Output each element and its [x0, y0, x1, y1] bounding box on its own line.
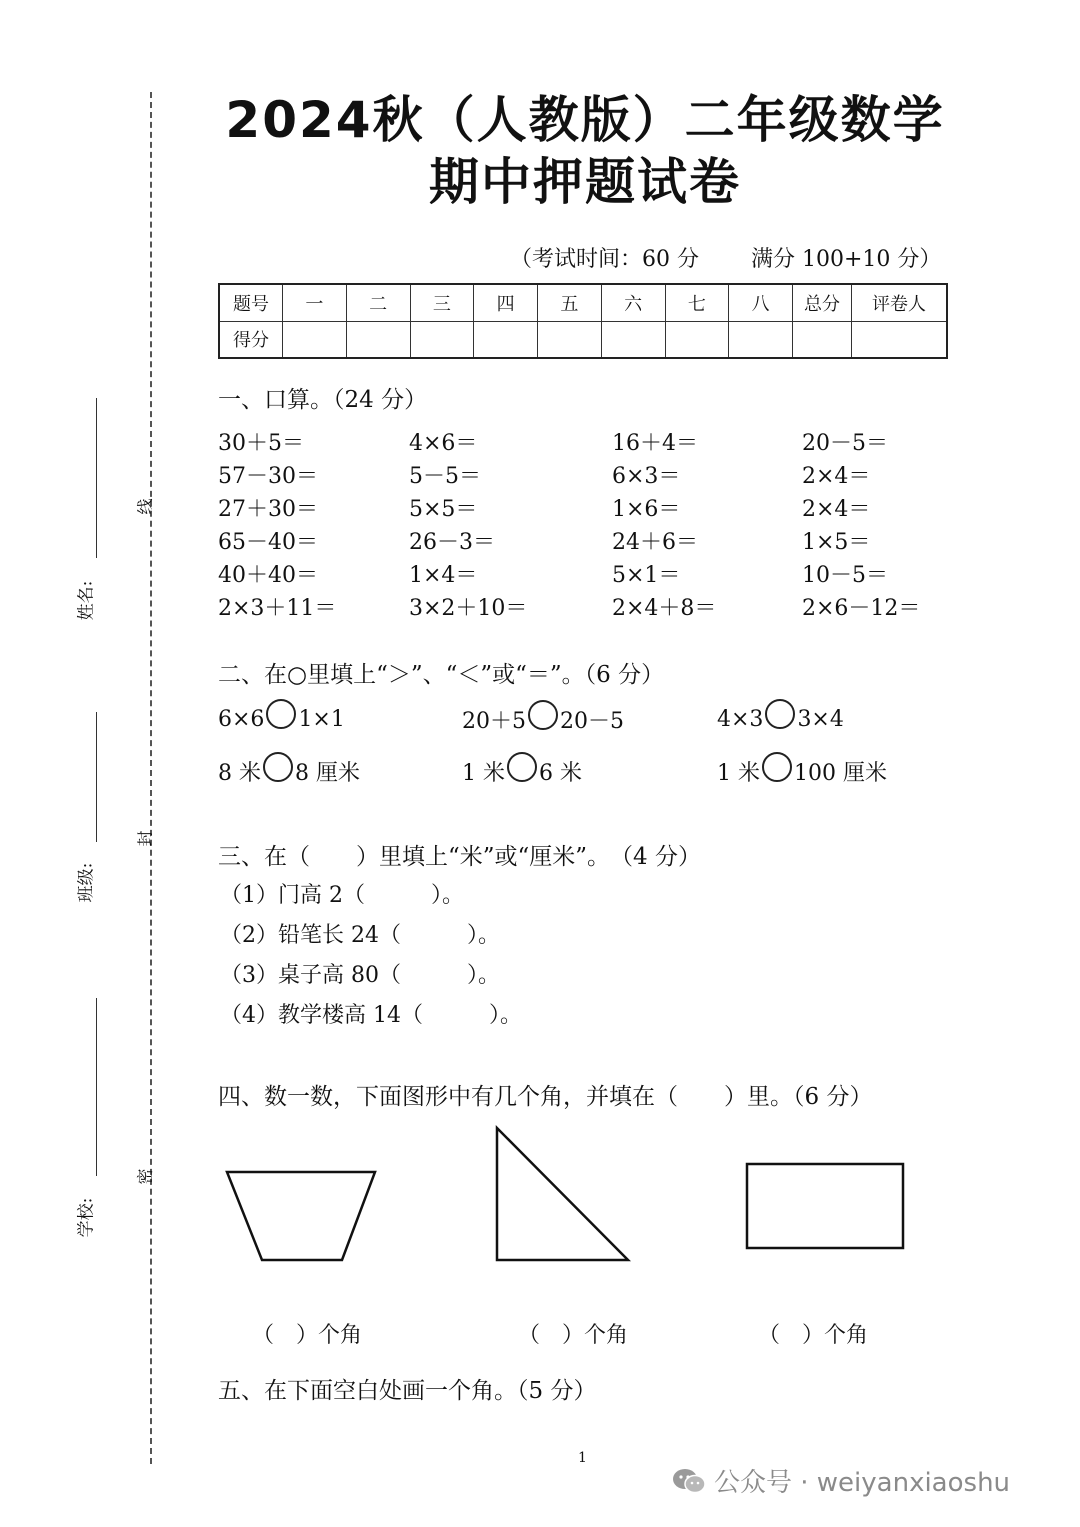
school-underline — [96, 998, 97, 1176]
name-label: 姓名: — [76, 580, 97, 621]
angle-count-label[interactable]: （ ）个角 — [518, 1323, 629, 1348]
wechat-icon — [672, 1467, 706, 1495]
calc-item[interactable]: 10－5＝ — [802, 563, 888, 588]
section4-heading: 四、数一数，下面图形中有几个角，并填在（ ）里。（6 分） — [218, 1084, 873, 1110]
compare-item — [218, 756, 360, 787]
calc-item[interactable]: 2×3＋11＝ — [218, 596, 337, 621]
compare-right: 20－5 — [560, 709, 624, 734]
compare-left: 4×3 — [717, 706, 764, 732]
answer-circle[interactable] — [528, 700, 558, 730]
exam-time: （考试时间：60 分 — [510, 247, 699, 272]
page-title-line1: 2024秋（人教版）二年级数学 — [225, 91, 945, 149]
calc-item[interactable]: 27＋30＝ — [218, 497, 318, 522]
score-table-score-row — [219, 321, 947, 358]
section1-heading: 一、口算。（24 分） — [218, 387, 428, 413]
score-input-cell[interactable] — [410, 321, 474, 358]
full-score: 满分 100+10 分） — [751, 247, 942, 272]
score-input-cell[interactable] — [793, 321, 852, 358]
rectangle-shape — [747, 1164, 903, 1248]
exam-meta — [510, 242, 941, 273]
calc-item[interactable]: 30＋5＝ — [218, 431, 304, 456]
page-number: 1 — [578, 1450, 587, 1466]
compare-item — [462, 756, 582, 787]
fill-blank-item[interactable]: （1）门高 2（ ）。 — [220, 883, 464, 908]
compare-item — [462, 704, 624, 735]
compare-left: 8 米 — [218, 761, 261, 786]
score-input-cell[interactable] — [283, 321, 347, 358]
table-cell: 五 — [538, 284, 602, 321]
fill-blank-item[interactable]: （3）桌子高 80（ ）。 — [220, 963, 500, 988]
calc-item[interactable]: 20－5＝ — [802, 431, 888, 456]
calc-item[interactable]: 40＋40＝ — [218, 563, 318, 588]
score-input-cell[interactable] — [665, 321, 729, 358]
compare-left: 6×6 — [218, 706, 265, 732]
calc-item[interactable]: 65－40＝ — [218, 530, 318, 555]
binding-dashed-line — [150, 92, 152, 1464]
compare-right: 1×1 — [298, 706, 345, 732]
score-input-cell[interactable] — [474, 321, 538, 358]
binding-char-line: 线 — [135, 498, 155, 515]
page-title-line2: 期中押题试卷 — [429, 153, 741, 211]
calc-item[interactable]: 2×4＋8＝ — [612, 596, 717, 621]
binding-char-secret: 密 — [135, 1168, 155, 1185]
compare-right: 3×4 — [797, 706, 844, 732]
class-underline — [96, 712, 97, 842]
compare-right: 8 厘米 — [295, 761, 360, 786]
angle-count-label[interactable]: （ ）个角 — [252, 1323, 363, 1348]
table-cell: 一 — [283, 284, 347, 321]
calc-item[interactable]: 4×6＝ — [409, 431, 478, 456]
calc-item[interactable]: 6×3＝ — [612, 464, 681, 489]
score-table — [218, 283, 948, 359]
name-underline — [96, 398, 97, 558]
table-cell: 总分 — [793, 284, 852, 321]
calc-item[interactable]: 1×5＝ — [802, 530, 871, 555]
fill-blank-item[interactable]: （4）教学楼高 14（ ）。 — [220, 1003, 522, 1028]
answer-circle[interactable] — [765, 699, 795, 729]
table-cell: 得分 — [219, 321, 283, 358]
watermark-text: 公众号 · weiyanxiaoshu — [714, 1468, 1011, 1498]
compare-item — [717, 756, 887, 787]
calc-item[interactable]: 5×1＝ — [612, 563, 681, 588]
answer-circle[interactable] — [263, 752, 293, 782]
calc-item[interactable]: 57－30＝ — [218, 464, 318, 489]
answer-circle[interactable] — [762, 752, 792, 782]
compare-left: 20＋5 — [462, 709, 526, 734]
compare-item — [218, 704, 345, 734]
compare-right: 6 米 — [539, 761, 582, 786]
score-input-cell[interactable] — [538, 321, 602, 358]
answer-circle[interactable] — [507, 752, 537, 782]
compare-right: 100 厘米 — [794, 761, 887, 786]
angle-count-label[interactable]: （ ）个角 — [758, 1323, 869, 1348]
table-cell: 评卷人 — [852, 284, 948, 321]
score-input-cell[interactable] — [346, 321, 410, 358]
class-label: 班级: — [76, 862, 97, 903]
calc-item[interactable]: 2×4＝ — [802, 497, 871, 522]
calc-item[interactable]: 1×4＝ — [409, 563, 478, 588]
table-cell: 三 — [410, 284, 474, 321]
binding-char-seal: 封 — [135, 830, 155, 847]
fill-blank-item[interactable]: （2）铅笔长 24（ ）。 — [220, 923, 500, 948]
calc-item[interactable]: 5－5＝ — [409, 464, 481, 489]
calc-item[interactable]: 5×5＝ — [409, 497, 478, 522]
table-cell: 七 — [665, 284, 729, 321]
score-table-header-row — [219, 284, 947, 321]
calc-item[interactable]: 1×6＝ — [612, 497, 681, 522]
calc-item[interactable]: 2×4＝ — [802, 464, 871, 489]
table-cell: 题号 — [219, 284, 283, 321]
shapes-figure — [215, 1120, 935, 1270]
table-cell: 四 — [474, 284, 538, 321]
compare-left: 1 米 — [717, 761, 760, 786]
section5-heading: 五、在下面空白处画一个角。（5 分） — [218, 1378, 597, 1404]
score-input-cell[interactable] — [852, 321, 948, 358]
table-cell: 八 — [729, 284, 793, 321]
school-label: 学校: — [76, 1197, 97, 1238]
calc-item[interactable]: 3×2＋10＝ — [409, 596, 528, 621]
calc-item[interactable]: 2×6－12＝ — [802, 596, 921, 621]
calc-item[interactable]: 26－3＝ — [409, 530, 495, 555]
score-input-cell[interactable] — [729, 321, 793, 358]
trapezoid-shape — [227, 1172, 375, 1260]
right-triangle-shape — [497, 1128, 628, 1260]
compare-item — [717, 704, 844, 734]
answer-circle[interactable] — [266, 699, 296, 729]
calc-item[interactable]: 16＋4＝ — [612, 431, 698, 456]
table-cell: 二 — [346, 284, 410, 321]
score-input-cell[interactable] — [601, 321, 665, 358]
table-cell: 六 — [601, 284, 665, 321]
section2-heading: 二、在○里填上“＞”、“＜”或“＝”。（6 分） — [218, 662, 665, 688]
watermark — [672, 1462, 1010, 1499]
section3-heading: 三、在（ ）里填上“米”或“厘米”。 （4 分） — [218, 844, 701, 870]
calc-item[interactable]: 24＋6＝ — [612, 530, 698, 555]
compare-left: 1 米 — [462, 761, 505, 786]
